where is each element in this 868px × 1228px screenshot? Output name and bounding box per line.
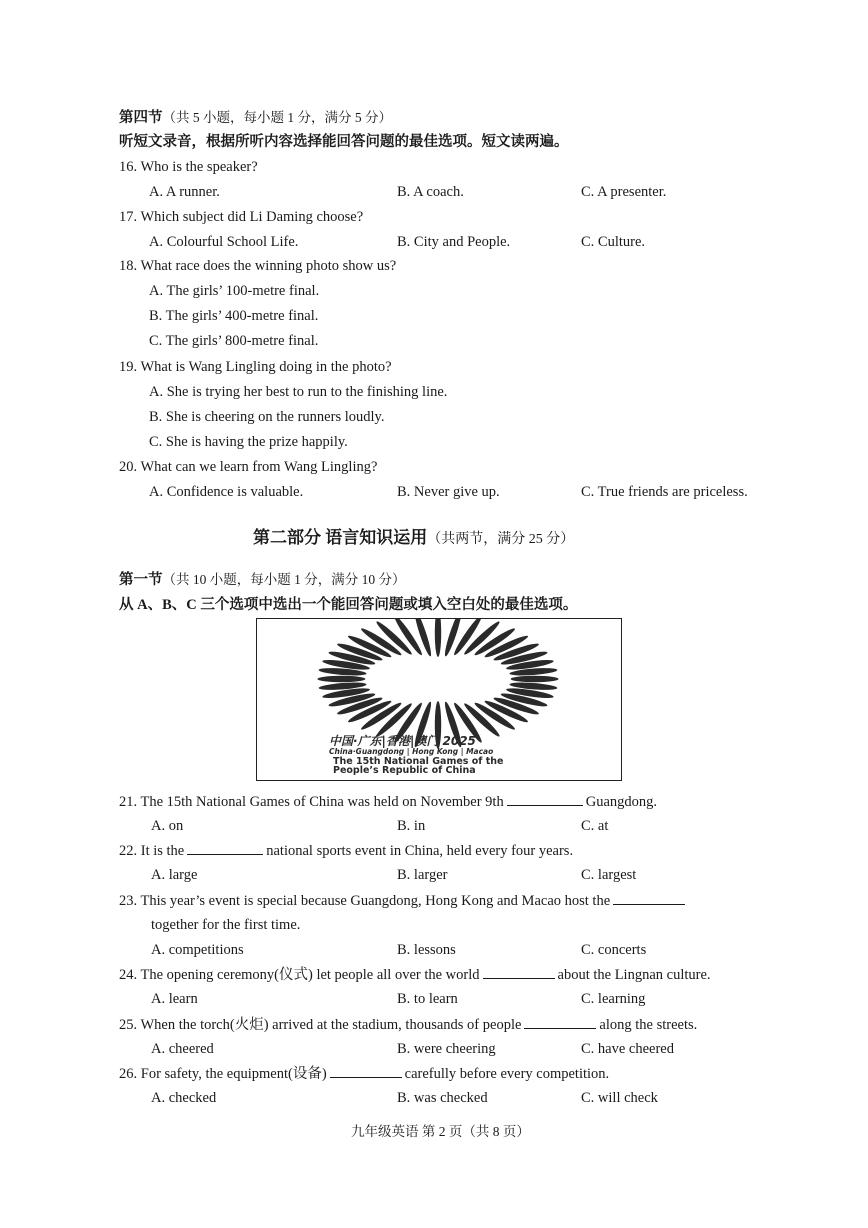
- answer-blank: [483, 964, 555, 979]
- option-a: A. A runner.: [149, 184, 220, 200]
- option-b: B. was checked: [397, 1090, 488, 1106]
- question-stem: 20. What can we learn from Wang Lingling?: [119, 459, 378, 475]
- question-stem: 19. What is Wang Lingling doing in the photo?: [119, 359, 392, 375]
- option-a: A. Colourful School Life.: [149, 234, 299, 250]
- option-a: A. checked: [151, 1090, 217, 1106]
- answer-blank: [187, 840, 263, 855]
- option-a: A. learn: [151, 991, 198, 1007]
- option-b: B. were cheering: [397, 1041, 496, 1057]
- page-footer: 九年级英语 第 2 页（共 8 页）: [351, 1124, 530, 1139]
- logo-title-line2: People’s Republic of China: [333, 765, 476, 776]
- option-c: C. Culture.: [581, 234, 646, 250]
- question-stem: 17. Which subject did Li Daming choose?: [119, 209, 364, 225]
- section-note: （共 5 小题，每小题 1 分，满分 5 分）: [162, 110, 392, 125]
- part-label: 第二部分 语言知识运用: [253, 528, 428, 547]
- question-stem: [119, 791, 657, 812]
- question-stem: [119, 964, 711, 985]
- option-b: B. The girls’ 400-metre final.: [149, 308, 319, 324]
- national-games-logo-figure: [256, 618, 622, 781]
- option-b: B. larger: [397, 867, 448, 883]
- section-note: （共 10 小题，每小题 1 分，满分 10 分）: [162, 572, 406, 587]
- option-b: B. lessons: [397, 942, 456, 958]
- option-c: C. largest: [581, 867, 637, 883]
- option-c: C. at: [581, 818, 609, 834]
- question-stem: 18. What race does the winning photo show us?: [119, 258, 397, 274]
- option-c: C. learning: [581, 991, 646, 1007]
- part2-title: [253, 527, 574, 551]
- stem-text: 24. The opening ceremony(仪式) let people all over the world: [119, 967, 480, 983]
- option-c: C. concerts: [581, 942, 647, 958]
- stem-text: about the Lingnan culture.: [557, 967, 711, 983]
- stem-text: 22. It is the: [119, 843, 185, 859]
- option-a: A. on: [151, 818, 184, 834]
- sunburst-petal: [511, 676, 559, 682]
- logo-en-line: China·Guangdong | Hong Kong | Macao: [329, 747, 494, 756]
- option-c: C. She is having the prize happily.: [149, 434, 348, 450]
- option-a: A. She is trying her best to run to the finishing line.: [149, 384, 448, 400]
- option-a: A. Confidence is valuable.: [149, 484, 304, 500]
- section1-heading: [119, 570, 406, 590]
- option-a: A. competitions: [151, 942, 244, 958]
- question-stem: [119, 840, 573, 861]
- option-c: C. The girls’ 800-metre final.: [149, 333, 319, 349]
- option-a: A. cheered: [151, 1041, 214, 1057]
- sunburst-logo-icon: [257, 619, 620, 779]
- option-c: C. A presenter.: [581, 184, 667, 200]
- question-stem: [119, 890, 688, 911]
- section1-instruction: 从 A、B、C 三个选项中选出一个能回答问题或填入空白处的最佳选项。: [119, 597, 578, 613]
- question-stem: [119, 1014, 697, 1035]
- stem-text: along the streets.: [599, 1017, 698, 1033]
- option-b: B. Never give up.: [397, 484, 500, 500]
- section4-heading: [119, 108, 392, 128]
- stem-text: Guangdong.: [585, 794, 658, 810]
- option-b: B. to learn: [397, 991, 458, 1007]
- logo-title-line1: The 15th National Games of the: [333, 756, 504, 767]
- logo-cn-line: 中国·广东|香港|澳门 2025: [329, 734, 476, 748]
- stem-text: national sports event in China, held every four years.: [266, 843, 574, 859]
- section-label: 第四节: [119, 110, 163, 126]
- option-b: B. in: [397, 818, 426, 834]
- stem-text: 23. This year’s event is special because Guangdong, Hong Kong and Macao host the: [119, 893, 611, 909]
- option-c: C. have cheered: [581, 1041, 674, 1057]
- part-note: （共两节，满分 25 分）: [427, 532, 575, 547]
- option-c: C. will check: [581, 1090, 658, 1106]
- answer-blank: [507, 791, 583, 806]
- option-b: B. She is cheering on the runners loudly.: [149, 409, 385, 425]
- section-label: 第一节: [119, 572, 163, 588]
- stem-text: 25. When the torch(火炬) arrived at the stadium, thousands of people: [119, 1017, 522, 1033]
- stem-continuation: together for the first time.: [151, 917, 301, 933]
- option-c: C. True friends are priceless.: [581, 484, 748, 500]
- answer-blank: [524, 1014, 596, 1029]
- stem-text: 21. The 15th National Games of China was held on November 9th: [119, 794, 504, 810]
- option-b: B. A coach.: [397, 184, 464, 200]
- answer-blank: [330, 1063, 402, 1078]
- stem-text: 26. For safety, the equipment(设备): [119, 1066, 327, 1082]
- question-stem: 16. Who is the speaker?: [119, 159, 258, 175]
- section4-instruction: 听短文录音，根据所听内容选择能回答问题的最佳选项。短文读两遍。: [119, 134, 569, 150]
- answer-blank: [613, 890, 685, 905]
- sunburst-petal: [435, 619, 441, 657]
- option-a: A. large: [151, 867, 198, 883]
- stem-text: carefully before every competition.: [404, 1066, 610, 1082]
- question-stem: [119, 1063, 609, 1084]
- sunburst-petal: [412, 619, 433, 657]
- sunburst-petal: [317, 676, 365, 682]
- sunburst-petal: [442, 619, 463, 657]
- option-a: A. The girls’ 100-metre final.: [149, 283, 320, 299]
- option-b: B. City and People.: [397, 234, 511, 250]
